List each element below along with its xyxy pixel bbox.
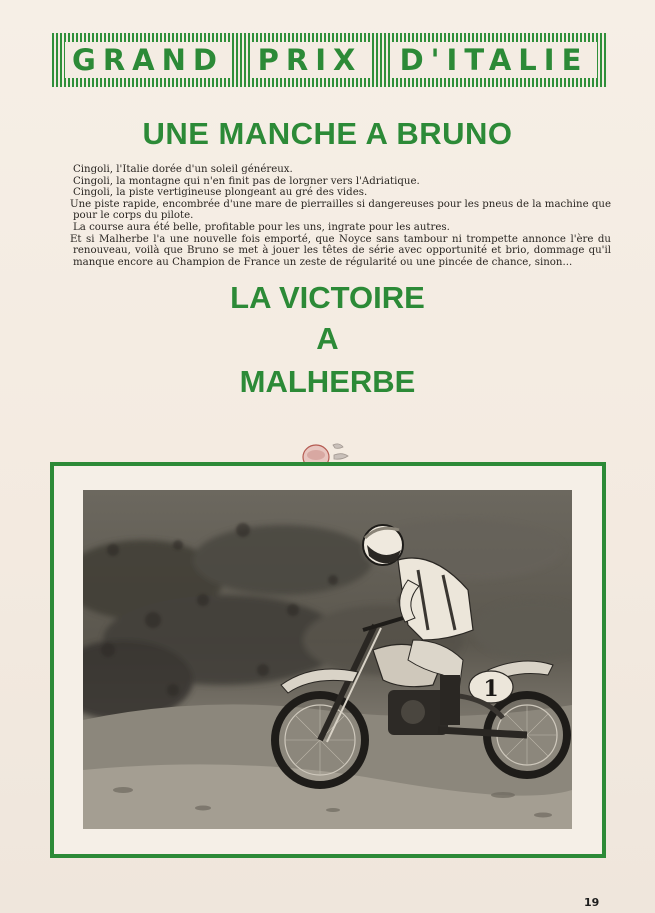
race-photo [83, 490, 572, 829]
header-word-grand: GRAND [65, 42, 231, 78]
headline-victoire-line1: LA VICTOIRE [230, 280, 425, 315]
header-banner [52, 33, 608, 87]
paragraph: Et si Malherbe l'a une nouvelle fois emporté, que Noyce sans tambour ni trompette annonce l'ère du renouveau, voilà que Bruno se met à jouer les têtes de série avec opportunité et brio, dommage qu'il manque encore au Champion de France un zeste de régularité ou une pincée de chance, sinon... [70, 233, 611, 268]
number-plate-text: 1 [483, 676, 499, 702]
header-word-prix: PRIX [250, 42, 370, 78]
article-body [70, 164, 611, 268]
headline-manche: UNE MANCHE A BRUNO [142, 116, 513, 151]
paragraph: Cingoli, l'Italie dorée d'un soleil généreux. [73, 164, 293, 175]
paragraph: Cingoli, la piste vertigineuse plongeant au gré des vides. [73, 187, 368, 199]
headline-victoire-line2: A [316, 321, 339, 356]
paragraph: Une piste rapide, encombrée d'une mare de pierrailles si dangereuses pour les pneus de la machine que pour le corps du pilote. [70, 198, 611, 222]
headline-victoire-line3: MALHERBE [239, 364, 416, 399]
motocross-rider-icon [83, 490, 572, 829]
page-number: 19 [584, 896, 600, 909]
paragraph: Cingoli, la montagne qui n'en finit pas de lorgner vers l'Adriatique. [73, 175, 420, 187]
paragraph: La course aura été belle, profitable pour les uns, ingrate pour les autres. [73, 221, 450, 233]
header-word-italie: D'ITALIE [391, 42, 597, 78]
